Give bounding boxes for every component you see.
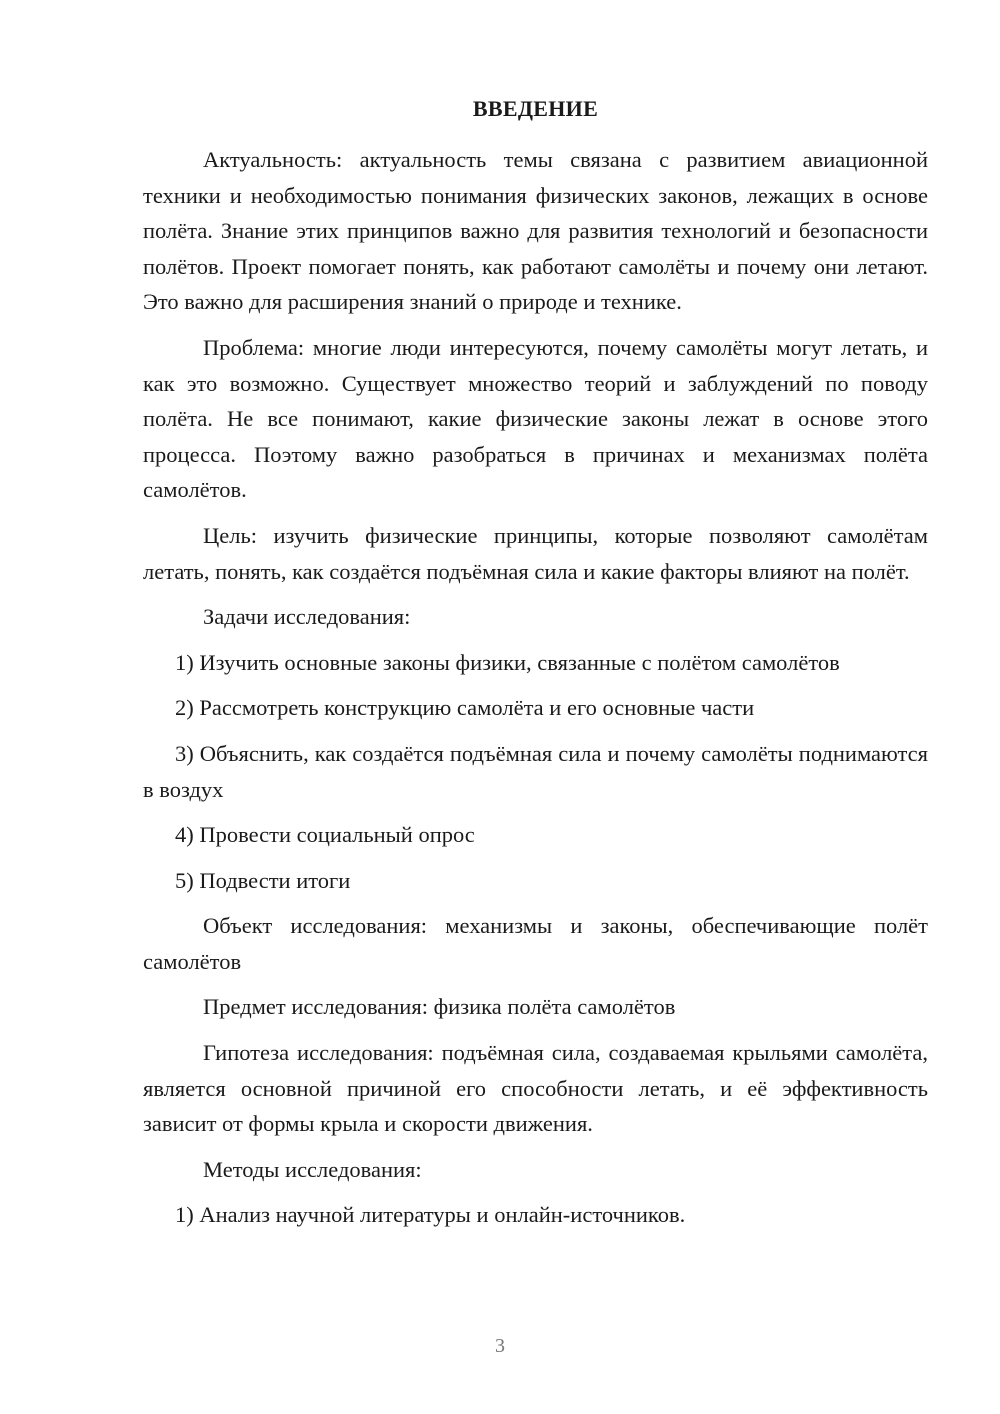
paragraph-tasks-heading: Задачи исследования: [203, 604, 411, 630]
task-item-2: 2) Рассмотреть конструкцию самолёта и его основные части [175, 695, 755, 721]
paragraph-object: Объект исследования: механизмы и законы, обеспечивающие полёт самолётов [143, 913, 928, 974]
page-title: ВВЕДЕНИЕ [472, 96, 599, 121]
paragraph-hypothesis: Гипотеза исследования: подъёмная сила, создаваемая крыльями самолёта, является основной причиной его способности летать, и её эффективность зависит от формы крыла и скорости движения. [143, 1040, 928, 1137]
task-item-3: 3) Объяснить, как создаётся подъёмная сила и почему самолёты поднимаются в воздух [143, 740, 928, 802]
task-item-1: 1) Изучить основные законы физики, связанные с полётом самолётов [175, 649, 840, 675]
paragraph-subject: Предмет исследования: физика полёта самолётов [203, 994, 676, 1020]
paragraph-relevance: Актуальность: актуальность темы связана с развитием авиационной техники и необходимостью понимания физических законов, лежащих в основе полёта. Знание этих принципов важно для развития технологий и безопасности полётов. Проект помогает понять, как работают самолёты и почему они летают. Это важно для расширения знаний о природе и технике. [143, 147, 928, 315]
paragraph-problem: Проблема: многие люди интересуются, почему самолёты могут летать, и как это возможно. Существует множество теорий и заблуждений по поводу полёта. Не все понимают, какие физические законы лежат в основе этого процесса. Поэтому важно разобраться в причинах и механизмах полёта самолётов. [143, 334, 928, 503]
paragraph-methods-heading: Методы исследования: [203, 1156, 422, 1182]
method-item-1: 1) Анализ научной литературы и онлайн-источников. [175, 1202, 686, 1228]
task-item-5: 5) Подвести итоги [175, 867, 351, 893]
document-body [143, 142, 928, 1243]
paragraph-goal: Цель: изучить физические принципы, которые позволяют самолётам летать, понять, как создаётся подъёмная сила и какие факторы влияют на полёт. [143, 522, 928, 584]
task-item-4: 4) Провести социальный опрос [175, 822, 475, 848]
page-number: 3 [495, 1335, 505, 1357]
